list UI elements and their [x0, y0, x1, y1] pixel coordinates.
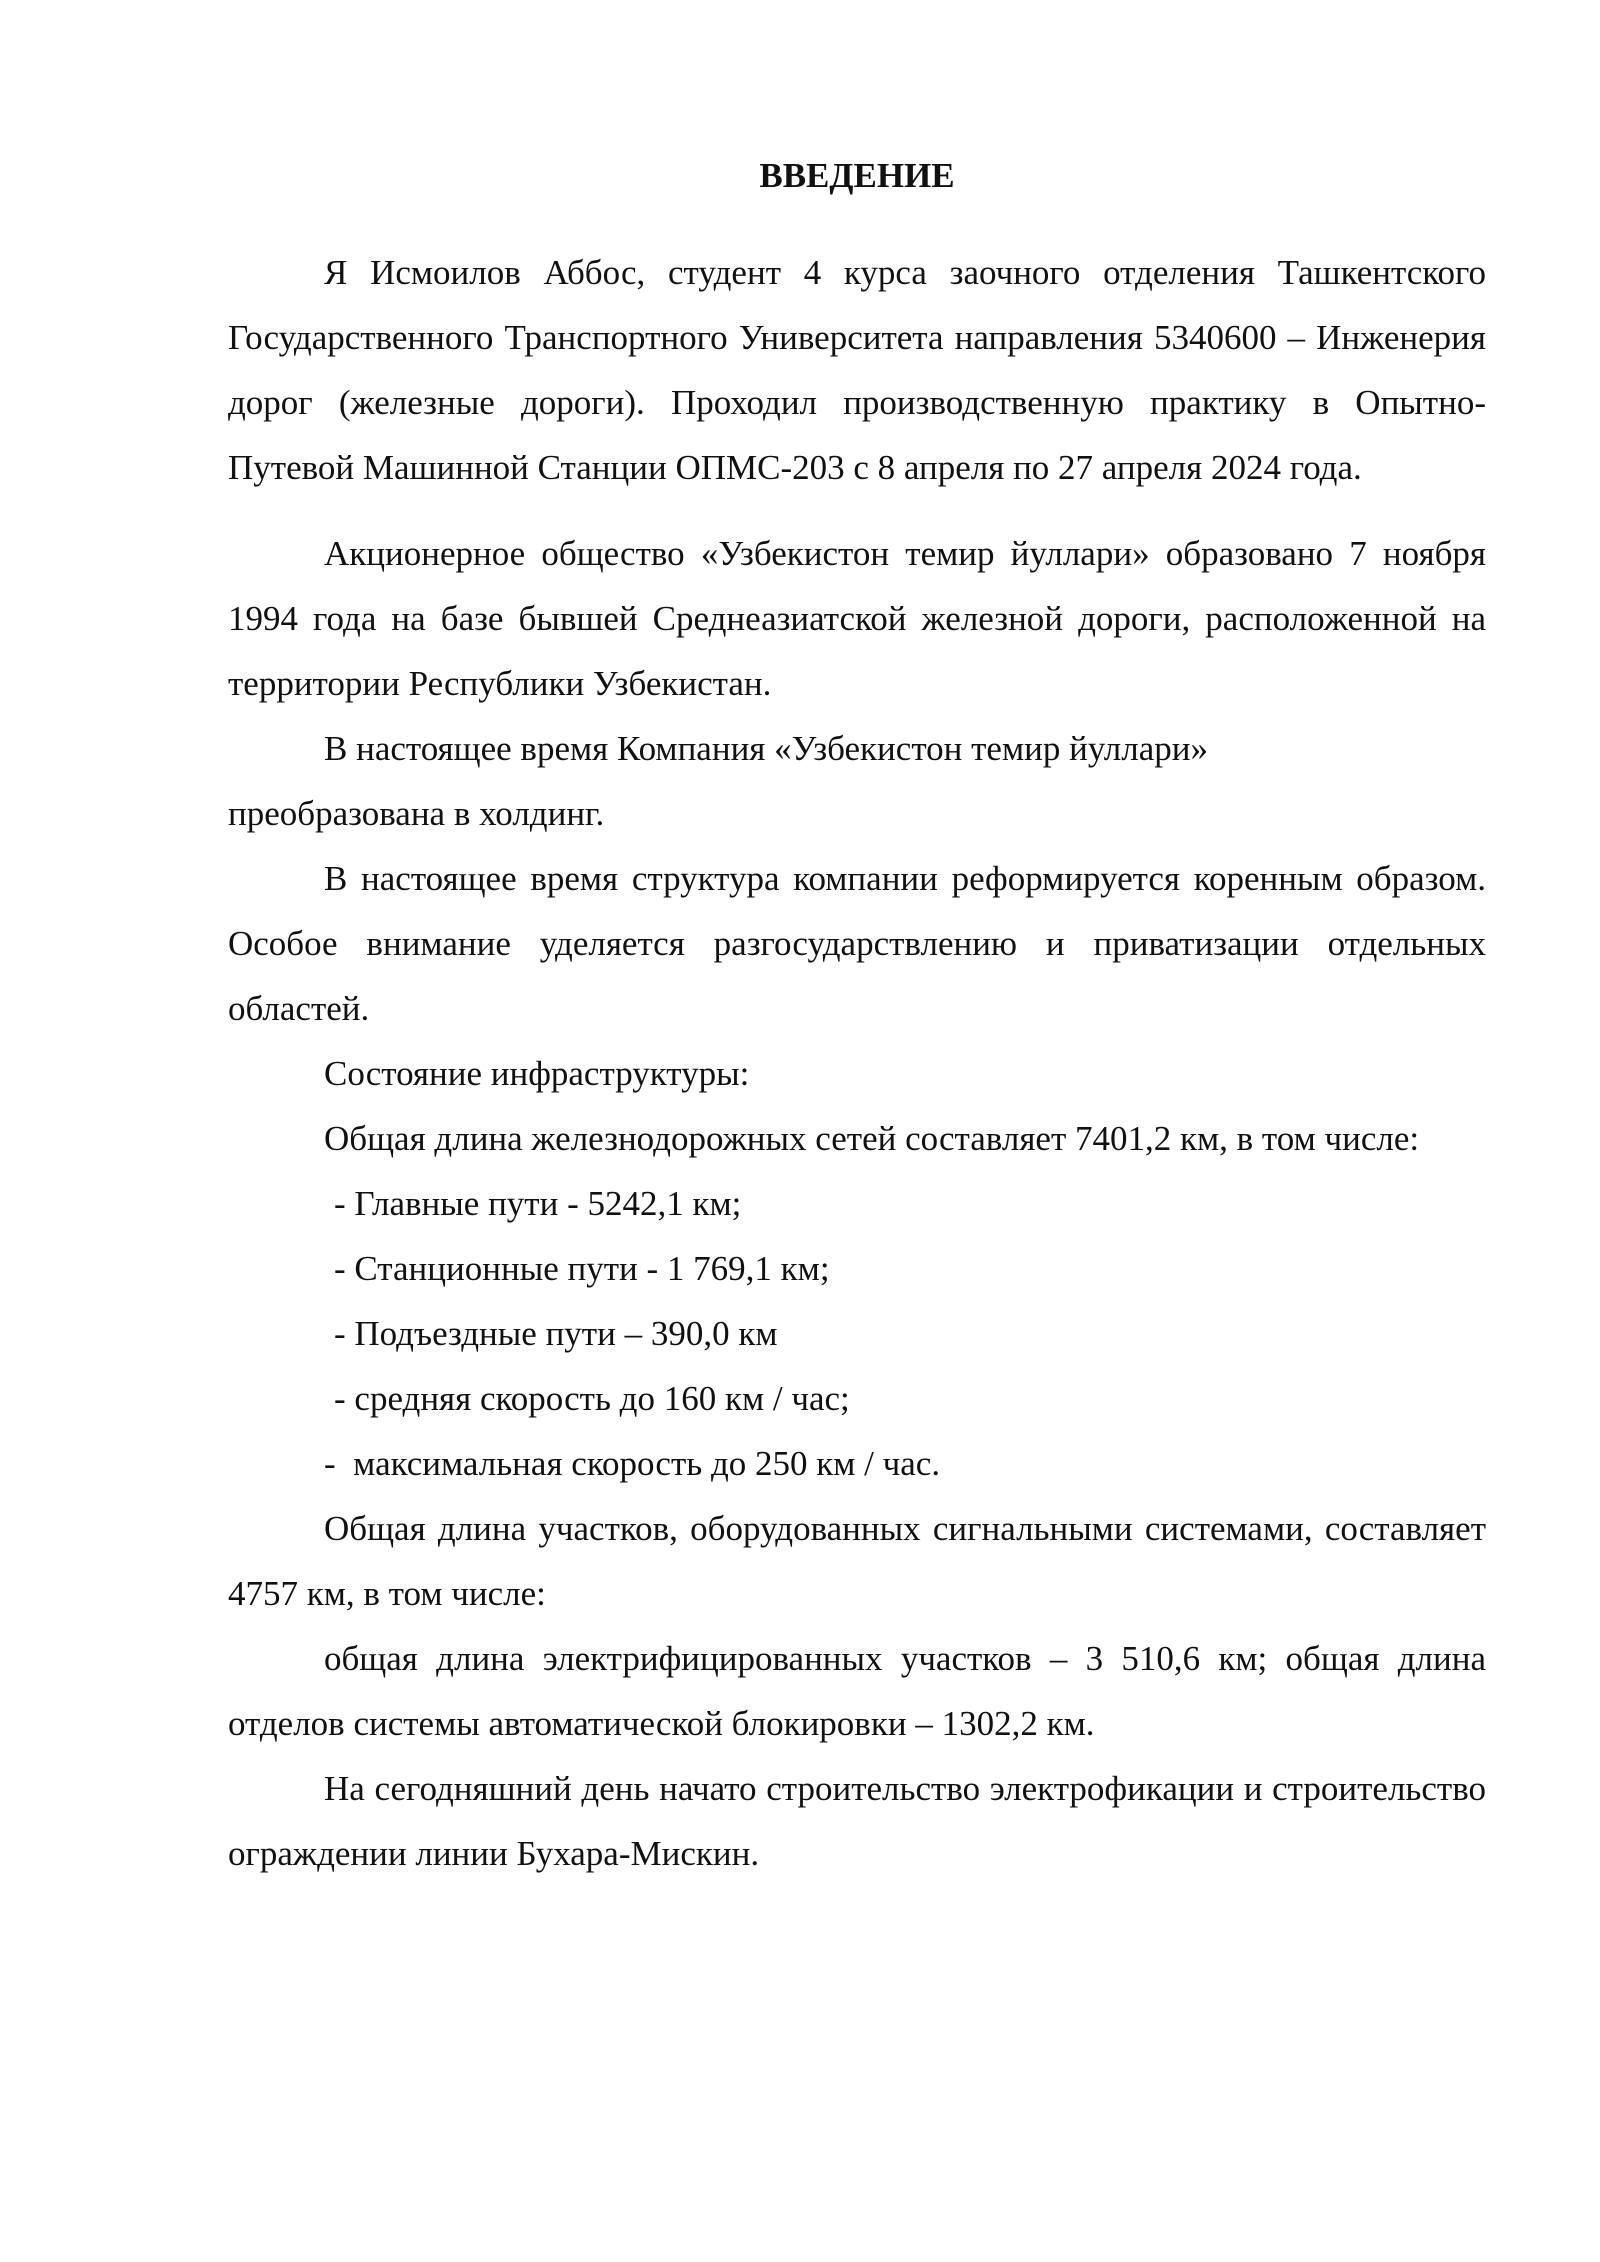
company-history-paragraph: Акционерное общество «Узбекистон темир йуллари» образовано 7 ноября 1994 года на базе бывшей Среднеазиатской железной дороги, расположенной на территории Республики Узбекистан.	[228, 534, 1486, 703]
list-item: - средняя скорость до 160 км / час;	[334, 1379, 850, 1418]
list-item: - максимальная скорость до 250 км / час.	[324, 1444, 941, 1483]
infrastructure-heading: Состояние инфраструктуры:	[324, 1054, 750, 1093]
infrastructure-list	[228, 1171, 1486, 1496]
reform-paragraph: В настоящее время структура компании реформируется коренным образом. Особое внимание уделяется разгосударствлению и приватизации отдельных областей.	[228, 859, 1486, 1028]
document-body	[228, 143, 1486, 1886]
signal-systems-paragraph: Общая длина участков, оборудованных сигнальными системами, составляет 4757 км, в том числе:	[228, 1509, 1486, 1613]
electrified-paragraph: общая длина электрифицированных участков – 3 510,6 км; общая длина отделов системы автоматической блокировки – 1302,2 км.	[228, 1639, 1486, 1743]
holding-paragraph-line1: В настоящее время Компания «Узбекистон темир йуллари»	[324, 729, 1208, 768]
holding-paragraph-line2: преобразована в холдинг.	[228, 794, 605, 833]
list-item: - Главные пути - 5242,1 км;	[334, 1184, 742, 1223]
list-item: - Подъездные пути – 390,0 км	[334, 1314, 778, 1353]
intro-paragraph: Я Исмоилов Аббос, студент 4 курса заочного отделения Ташкентского Государственного Транспортного Университета направления 5340600 – Инженерия дорог (железные дороги). Проходил производственную практику в Опытно-Путевой Машинной Станции ОПМС-203 с 8 апреля по 27 апреля 2024 года.	[228, 253, 1486, 487]
construction-paragraph: На сегодняшний день начато строительство электрофикации и строительство ограждении линии Бухара-Мискин.	[228, 1769, 1486, 1873]
network-length-paragraph: Общая длина железнодорожных сетей составляет 7401,2 км, в том числе:	[324, 1119, 1420, 1158]
list-item: - Станционные пути - 1 769,1 км;	[334, 1249, 830, 1288]
page-title: ВВЕДЕНИЕ	[759, 156, 955, 195]
